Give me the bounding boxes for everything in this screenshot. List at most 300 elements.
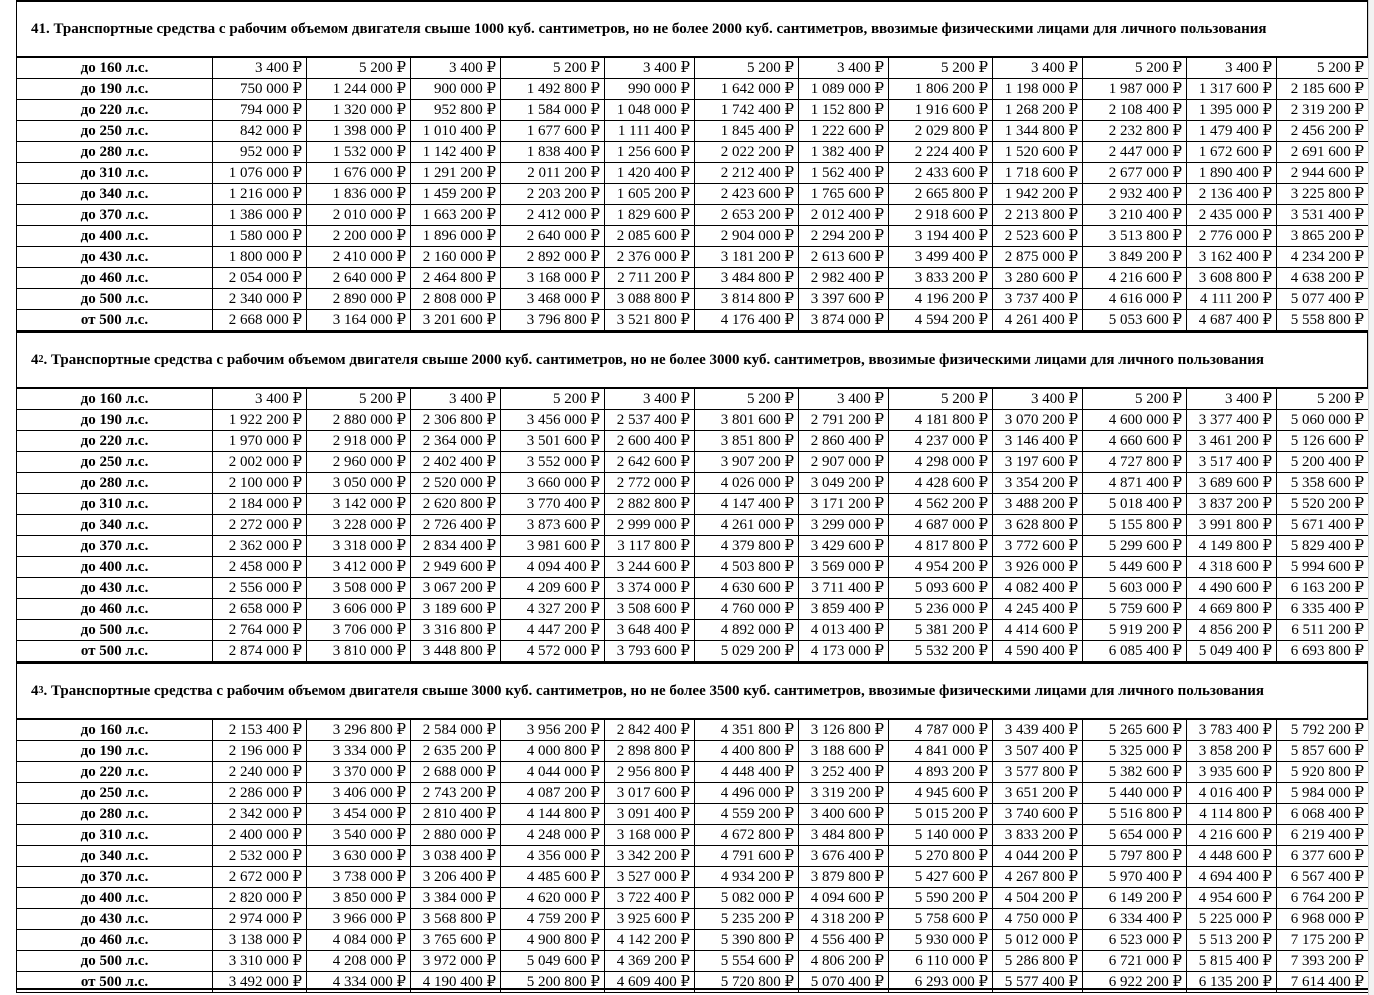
price-cell[interactable]: 4 945 600 ₽ xyxy=(889,783,993,804)
price-cell[interactable]: 1 089 000 ₽ xyxy=(799,79,889,100)
price-cell[interactable]: 3 740 600 ₽ xyxy=(993,804,1083,825)
price-cell[interactable]: 5 200 ₽ xyxy=(1277,389,1369,410)
price-cell[interactable]: 2 022 200 ₽ xyxy=(695,142,799,163)
price-cell[interactable]: 4 727 800 ₽ xyxy=(1083,452,1187,473)
price-cell[interactable]: 2 108 400 ₽ xyxy=(1083,100,1187,121)
price-cell[interactable]: 1 222 600 ₽ xyxy=(799,121,889,142)
price-cell[interactable]: 3 879 800 ₽ xyxy=(799,867,889,888)
price-cell[interactable]: 5 155 800 ₽ xyxy=(1083,515,1187,536)
power-range-label[interactable]: до 220 л.с. xyxy=(17,431,213,452)
power-range-label[interactable]: до 500 л.с. xyxy=(17,620,213,641)
price-cell[interactable]: 2 640 000 ₽ xyxy=(501,226,605,247)
price-cell[interactable]: 7 614 400 ₽ xyxy=(1277,972,1369,993)
price-cell[interactable]: 3 569 000 ₽ xyxy=(799,557,889,578)
price-cell[interactable]: 3 689 600 ₽ xyxy=(1187,473,1277,494)
price-cell[interactable]: 4 669 800 ₽ xyxy=(1187,599,1277,620)
price-cell[interactable]: 3 206 400 ₽ xyxy=(411,867,501,888)
power-range-label[interactable]: до 190 л.с. xyxy=(17,79,213,100)
price-cell[interactable]: 3 194 400 ₽ xyxy=(889,226,993,247)
price-cell[interactable]: 6 377 600 ₽ xyxy=(1277,846,1369,867)
price-cell[interactable]: 3 049 200 ₽ xyxy=(799,473,889,494)
price-cell[interactable]: 3 400 ₽ xyxy=(605,389,695,410)
price-cell[interactable]: 2 400 000 ₽ xyxy=(213,825,307,846)
price-cell[interactable]: 3 926 000 ₽ xyxy=(993,557,1083,578)
power-range-label[interactable]: до 430 л.с. xyxy=(17,909,213,930)
price-cell[interactable]: 5 200 ₽ xyxy=(889,58,993,79)
price-cell[interactable]: 2 410 000 ₽ xyxy=(307,247,411,268)
price-cell[interactable]: 1 676 000 ₽ xyxy=(307,163,411,184)
price-cell[interactable]: 5 200 ₽ xyxy=(889,389,993,410)
price-cell[interactable]: 5 049 600 ₽ xyxy=(501,951,605,972)
price-cell[interactable]: 3 849 200 ₽ xyxy=(1083,247,1187,268)
price-cell[interactable]: 1 048 000 ₽ xyxy=(605,100,695,121)
price-cell[interactable]: 5 053 600 ₽ xyxy=(1083,310,1187,331)
price-cell[interactable]: 3 400 ₽ xyxy=(213,389,307,410)
price-cell[interactable]: 3 850 000 ₽ xyxy=(307,888,411,909)
price-cell[interactable]: 2 456 200 ₽ xyxy=(1277,121,1369,142)
price-cell[interactable]: 2 882 800 ₽ xyxy=(605,494,695,515)
price-cell[interactable]: 4 934 200 ₽ xyxy=(695,867,799,888)
price-cell[interactable]: 2 808 000 ₽ xyxy=(411,289,501,310)
price-cell[interactable]: 2 960 000 ₽ xyxy=(307,452,411,473)
price-cell[interactable]: 3 517 400 ₽ xyxy=(1187,452,1277,473)
price-cell[interactable]: 1 320 000 ₽ xyxy=(307,100,411,121)
price-cell[interactable]: 3 188 600 ₽ xyxy=(799,741,889,762)
price-cell[interactable]: 3 484 800 ₽ xyxy=(799,825,889,846)
price-cell[interactable]: 1 890 400 ₽ xyxy=(1187,163,1277,184)
price-cell[interactable]: 2 834 400 ₽ xyxy=(411,536,501,557)
price-cell[interactable]: 1 916 600 ₽ xyxy=(889,100,993,121)
power-range-label[interactable]: до 370 л.с. xyxy=(17,205,213,226)
power-range-label[interactable]: до 370 л.с. xyxy=(17,867,213,888)
price-cell[interactable]: 2 153 400 ₽ xyxy=(213,720,307,741)
price-cell[interactable]: 2 002 000 ₽ xyxy=(213,452,307,473)
price-cell[interactable]: 4 428 600 ₽ xyxy=(889,473,993,494)
price-cell[interactable]: 4 149 800 ₽ xyxy=(1187,536,1277,557)
price-cell[interactable]: 842 000 ₽ xyxy=(213,121,307,142)
price-cell[interactable]: 3 966 000 ₽ xyxy=(307,909,411,930)
price-cell[interactable]: 4 000 800 ₽ xyxy=(501,741,605,762)
price-cell[interactable]: 952 000 ₽ xyxy=(213,142,307,163)
price-cell[interactable]: 3 833 200 ₽ xyxy=(889,268,993,289)
price-cell[interactable]: 4 318 600 ₽ xyxy=(1187,557,1277,578)
price-cell[interactable]: 2 184 000 ₽ xyxy=(213,494,307,515)
price-cell[interactable]: 3 568 800 ₽ xyxy=(411,909,501,930)
price-cell[interactable]: 5 200 ₽ xyxy=(501,58,605,79)
price-cell[interactable]: 2 691 600 ₽ xyxy=(1277,142,1369,163)
price-cell[interactable]: 4 496 000 ₽ xyxy=(695,783,799,804)
price-cell[interactable]: 6 219 400 ₽ xyxy=(1277,825,1369,846)
price-cell[interactable]: 4 562 200 ₽ xyxy=(889,494,993,515)
price-cell[interactable]: 3 722 400 ₽ xyxy=(605,888,695,909)
price-cell[interactable]: 5 994 600 ₽ xyxy=(1277,557,1369,578)
price-cell[interactable]: 2 874 000 ₽ xyxy=(213,641,307,662)
price-cell[interactable]: 1 942 200 ₽ xyxy=(993,184,1083,205)
price-cell[interactable]: 794 000 ₽ xyxy=(213,100,307,121)
price-cell[interactable]: 2 791 200 ₽ xyxy=(799,410,889,431)
price-cell[interactable]: 2 010 000 ₽ xyxy=(307,205,411,226)
price-cell[interactable]: 2 200 000 ₽ xyxy=(307,226,411,247)
price-cell[interactable]: 2 433 600 ₽ xyxy=(889,163,993,184)
price-cell[interactable]: 2 711 200 ₽ xyxy=(605,268,695,289)
price-cell[interactable]: 750 000 ₽ xyxy=(213,79,307,100)
price-cell[interactable]: 5 325 000 ₽ xyxy=(1083,741,1187,762)
price-cell[interactable]: 5 440 000 ₽ xyxy=(1083,783,1187,804)
price-cell[interactable]: 2 447 000 ₽ xyxy=(1083,142,1187,163)
price-cell[interactable]: 2 949 600 ₽ xyxy=(411,557,501,578)
price-cell[interactable]: 2 340 000 ₽ xyxy=(213,289,307,310)
power-range-label[interactable]: от 500 л.с. xyxy=(17,641,213,662)
power-range-label[interactable]: до 370 л.с. xyxy=(17,536,213,557)
price-cell[interactable]: 5 532 200 ₽ xyxy=(889,641,993,662)
price-cell[interactable]: 3 334 000 ₽ xyxy=(307,741,411,762)
price-cell[interactable]: 4 176 400 ₽ xyxy=(695,310,799,331)
price-cell[interactable]: 4 044 000 ₽ xyxy=(501,762,605,783)
price-cell[interactable]: 6 523 000 ₽ xyxy=(1083,930,1187,951)
price-cell[interactable]: 3 400 ₽ xyxy=(213,58,307,79)
price-cell[interactable]: 5 070 400 ₽ xyxy=(799,972,889,993)
price-cell[interactable]: 2 136 400 ₽ xyxy=(1187,184,1277,205)
price-cell[interactable]: 5 358 600 ₽ xyxy=(1277,473,1369,494)
price-cell[interactable]: 3 738 000 ₽ xyxy=(307,867,411,888)
price-cell[interactable]: 1 970 000 ₽ xyxy=(213,431,307,452)
price-cell[interactable]: 2 556 000 ₽ xyxy=(213,578,307,599)
price-cell[interactable]: 5 029 200 ₽ xyxy=(695,641,799,662)
price-cell[interactable]: 1 800 000 ₽ xyxy=(213,247,307,268)
price-cell[interactable]: 6 068 400 ₽ xyxy=(1277,804,1369,825)
price-cell[interactable]: 1 987 000 ₽ xyxy=(1083,79,1187,100)
price-cell[interactable]: 2 890 000 ₽ xyxy=(307,289,411,310)
price-cell[interactable]: 4 448 400 ₽ xyxy=(695,762,799,783)
price-cell[interactable]: 2 665 800 ₽ xyxy=(889,184,993,205)
price-cell[interactable]: 3 168 000 ₽ xyxy=(605,825,695,846)
price-cell[interactable]: 2 160 000 ₽ xyxy=(411,247,501,268)
price-cell[interactable]: 5 427 600 ₽ xyxy=(889,867,993,888)
power-range-label[interactable]: до 160 л.с. xyxy=(17,720,213,741)
price-cell[interactable]: 2 600 400 ₽ xyxy=(605,431,695,452)
price-cell[interactable]: 4 013 400 ₽ xyxy=(799,620,889,641)
price-cell[interactable]: 4 016 400 ₽ xyxy=(1187,783,1277,804)
price-cell[interactable]: 4 094 400 ₽ xyxy=(501,557,605,578)
price-cell[interactable]: 5 590 200 ₽ xyxy=(889,888,993,909)
price-cell[interactable]: 5 815 400 ₽ xyxy=(1187,951,1277,972)
price-cell[interactable]: 2 232 800 ₽ xyxy=(1083,121,1187,142)
price-cell[interactable]: 3 400 ₽ xyxy=(799,58,889,79)
price-cell[interactable]: 3 501 600 ₽ xyxy=(501,431,605,452)
price-cell[interactable]: 5 200 ₽ xyxy=(695,389,799,410)
price-cell[interactable]: 3 225 800 ₽ xyxy=(1277,184,1369,205)
price-cell[interactable]: 2 880 000 ₽ xyxy=(307,410,411,431)
power-range-label[interactable]: до 460 л.с. xyxy=(17,599,213,620)
price-cell[interactable]: 4 672 800 ₽ xyxy=(695,825,799,846)
price-cell[interactable]: 3 628 800 ₽ xyxy=(993,515,1083,536)
price-cell[interactable]: 3 660 000 ₽ xyxy=(501,473,605,494)
price-cell[interactable]: 4 694 400 ₽ xyxy=(1187,867,1277,888)
price-cell[interactable]: 5 930 000 ₽ xyxy=(889,930,993,951)
price-cell[interactable]: 4 572 000 ₽ xyxy=(501,641,605,662)
price-cell[interactable]: 4 181 800 ₽ xyxy=(889,410,993,431)
power-range-label[interactable]: до 460 л.с. xyxy=(17,930,213,951)
price-cell[interactable]: 3 342 200 ₽ xyxy=(605,846,695,867)
price-cell[interactable]: 6 567 400 ₽ xyxy=(1277,867,1369,888)
price-cell[interactable]: 4 196 200 ₽ xyxy=(889,289,993,310)
price-cell[interactable]: 3 201 600 ₽ xyxy=(411,310,501,331)
price-cell[interactable]: 4 448 600 ₽ xyxy=(1187,846,1277,867)
price-cell[interactable]: 3 630 000 ₽ xyxy=(307,846,411,867)
price-cell[interactable]: 4 327 200 ₽ xyxy=(501,599,605,620)
price-cell[interactable]: 2 029 800 ₽ xyxy=(889,121,993,142)
price-cell[interactable]: 2 677 000 ₽ xyxy=(1083,163,1187,184)
price-cell[interactable]: 2 956 800 ₽ xyxy=(605,762,695,783)
price-cell[interactable]: 3 706 000 ₽ xyxy=(307,620,411,641)
price-cell[interactable]: 3 796 800 ₽ xyxy=(501,310,605,331)
price-cell[interactable]: 3 088 800 ₽ xyxy=(605,289,695,310)
price-cell[interactable]: 5 015 200 ₽ xyxy=(889,804,993,825)
price-cell[interactable]: 3 793 600 ₽ xyxy=(605,641,695,662)
price-cell[interactable]: 2 520 000 ₽ xyxy=(411,473,501,494)
price-cell[interactable]: 1 922 200 ₽ xyxy=(213,410,307,431)
power-range-label[interactable]: до 280 л.с. xyxy=(17,473,213,494)
price-cell[interactable]: 4 114 800 ₽ xyxy=(1187,804,1277,825)
price-cell[interactable]: 3 384 000 ₽ xyxy=(411,888,501,909)
price-cell[interactable]: 4 447 200 ₽ xyxy=(501,620,605,641)
price-cell[interactable]: 2 860 400 ₽ xyxy=(799,431,889,452)
power-range-label[interactable]: до 340 л.с. xyxy=(17,184,213,205)
price-cell[interactable]: 5 449 600 ₽ xyxy=(1083,557,1187,578)
price-cell[interactable]: 5 140 000 ₽ xyxy=(889,825,993,846)
price-cell[interactable]: 4 216 600 ₽ xyxy=(1187,825,1277,846)
price-cell[interactable]: 3 400 ₽ xyxy=(411,58,501,79)
power-range-label[interactable]: до 500 л.с. xyxy=(17,289,213,310)
power-range-label[interactable]: до 430 л.с. xyxy=(17,247,213,268)
price-cell[interactable]: 4 245 400 ₽ xyxy=(993,599,1083,620)
price-cell[interactable]: 3 228 000 ₽ xyxy=(307,515,411,536)
price-cell[interactable]: 5 920 800 ₽ xyxy=(1277,762,1369,783)
price-cell[interactable]: 3 765 600 ₽ xyxy=(411,930,501,951)
price-cell[interactable]: 1 836 000 ₽ xyxy=(307,184,411,205)
price-cell[interactable]: 4 298 000 ₽ xyxy=(889,452,993,473)
price-cell[interactable]: 2 640 000 ₽ xyxy=(307,268,411,289)
price-cell[interactable]: 4 556 400 ₽ xyxy=(799,930,889,951)
price-cell[interactable]: 2 402 400 ₽ xyxy=(411,452,501,473)
price-cell[interactable]: 1 386 000 ₽ xyxy=(213,205,307,226)
price-cell[interactable]: 1 398 000 ₽ xyxy=(307,121,411,142)
price-cell[interactable]: 3 354 200 ₽ xyxy=(993,473,1083,494)
price-cell[interactable]: 3 461 200 ₽ xyxy=(1187,431,1277,452)
price-cell[interactable]: 2 458 000 ₽ xyxy=(213,557,307,578)
price-cell[interactable]: 4 687 000 ₽ xyxy=(889,515,993,536)
price-cell[interactable]: 3 318 000 ₽ xyxy=(307,536,411,557)
price-cell[interactable]: 3 319 200 ₽ xyxy=(799,783,889,804)
price-cell[interactable]: 4 954 600 ₽ xyxy=(1187,888,1277,909)
price-cell[interactable]: 5 720 800 ₽ xyxy=(695,972,799,993)
price-cell[interactable]: 3 531 400 ₽ xyxy=(1277,205,1369,226)
power-range-label[interactable]: до 340 л.с. xyxy=(17,846,213,867)
price-cell[interactable]: 3 252 400 ₽ xyxy=(799,762,889,783)
price-cell[interactable]: 5 513 200 ₽ xyxy=(1187,930,1277,951)
price-cell[interactable]: 4 087 200 ₽ xyxy=(501,783,605,804)
price-cell[interactable]: 4 841 000 ₽ xyxy=(889,741,993,762)
price-cell[interactable]: 3 017 600 ₽ xyxy=(605,783,695,804)
price-cell[interactable]: 3 162 400 ₽ xyxy=(1187,247,1277,268)
price-cell[interactable]: 5 200 ₽ xyxy=(1277,58,1369,79)
price-cell[interactable]: 2 213 800 ₽ xyxy=(993,205,1083,226)
price-cell[interactable]: 6 693 800 ₽ xyxy=(1277,641,1369,662)
price-cell[interactable]: 4 248 000 ₽ xyxy=(501,825,605,846)
price-cell[interactable]: 5 012 000 ₽ xyxy=(993,930,1083,951)
price-cell[interactable]: 6 163 200 ₽ xyxy=(1277,578,1369,599)
price-cell[interactable]: 2 584 000 ₽ xyxy=(411,720,501,741)
price-cell[interactable]: 3 873 600 ₽ xyxy=(501,515,605,536)
price-cell[interactable]: 3 070 200 ₽ xyxy=(993,410,1083,431)
price-cell[interactable]: 1 142 400 ₽ xyxy=(411,142,501,163)
price-cell[interactable]: 1 584 000 ₽ xyxy=(501,100,605,121)
price-cell[interactable]: 2 743 200 ₽ xyxy=(411,783,501,804)
price-cell[interactable]: 2 944 600 ₽ xyxy=(1277,163,1369,184)
price-cell[interactable]: 4 616 000 ₽ xyxy=(1083,289,1187,310)
price-cell[interactable]: 3 521 800 ₽ xyxy=(605,310,695,331)
price-cell[interactable]: 3 810 000 ₽ xyxy=(307,641,411,662)
price-cell[interactable]: 5 200 ₽ xyxy=(501,389,605,410)
price-cell[interactable]: 4 660 600 ₽ xyxy=(1083,431,1187,452)
price-cell[interactable]: 2 999 000 ₽ xyxy=(605,515,695,536)
price-cell[interactable]: 3 164 000 ₽ xyxy=(307,310,411,331)
price-cell[interactable]: 5 270 800 ₽ xyxy=(889,846,993,867)
price-cell[interactable]: 5 235 200 ₽ xyxy=(695,909,799,930)
price-cell[interactable]: 2 875 000 ₽ xyxy=(993,247,1083,268)
price-cell[interactable]: 5 558 800 ₽ xyxy=(1277,310,1369,331)
price-cell[interactable]: 4 147 400 ₽ xyxy=(695,494,799,515)
price-cell[interactable]: 4 190 400 ₽ xyxy=(411,972,501,993)
price-cell[interactable]: 6 334 400 ₽ xyxy=(1083,909,1187,930)
price-cell[interactable]: 3 527 000 ₽ xyxy=(605,867,695,888)
price-cell[interactable]: 5 797 800 ₽ xyxy=(1083,846,1187,867)
price-cell[interactable]: 1 532 000 ₽ xyxy=(307,142,411,163)
price-cell[interactable]: 4 111 200 ₽ xyxy=(1187,289,1277,310)
price-cell[interactable]: 3 711 400 ₽ xyxy=(799,578,889,599)
price-cell[interactable]: 4 261 400 ₽ xyxy=(993,310,1083,331)
power-range-label[interactable]: до 400 л.с. xyxy=(17,888,213,909)
power-range-label[interactable]: до 310 л.с. xyxy=(17,163,213,184)
price-cell[interactable]: 3 406 000 ₽ xyxy=(307,783,411,804)
price-cell[interactable]: 3 468 000 ₽ xyxy=(501,289,605,310)
price-cell[interactable]: 3 168 000 ₽ xyxy=(501,268,605,289)
price-cell[interactable]: 6 135 200 ₽ xyxy=(1187,972,1277,993)
price-cell[interactable]: 2 918 000 ₽ xyxy=(307,431,411,452)
price-cell[interactable]: 4 787 000 ₽ xyxy=(889,720,993,741)
price-cell[interactable]: 3 956 200 ₽ xyxy=(501,720,605,741)
power-range-label[interactable]: от 500 л.с. xyxy=(17,310,213,331)
price-cell[interactable]: 4 892 000 ₽ xyxy=(695,620,799,641)
price-cell[interactable]: 2 464 800 ₽ xyxy=(411,268,501,289)
price-cell[interactable]: 3 400 ₽ xyxy=(1187,389,1277,410)
price-cell[interactable]: 3 801 600 ₽ xyxy=(695,410,799,431)
price-cell[interactable]: 3 651 200 ₽ xyxy=(993,783,1083,804)
power-range-label[interactable]: до 250 л.с. xyxy=(17,121,213,142)
price-cell[interactable]: 5 390 800 ₽ xyxy=(695,930,799,951)
price-cell[interactable]: 7 393 200 ₽ xyxy=(1277,951,1369,972)
price-cell[interactable]: 2 672 000 ₽ xyxy=(213,867,307,888)
price-cell[interactable]: 5 236 000 ₽ xyxy=(889,599,993,620)
price-cell[interactable]: 5 970 400 ₽ xyxy=(1083,867,1187,888)
price-cell[interactable]: 4 638 200 ₽ xyxy=(1277,268,1369,289)
power-range-label[interactable]: до 250 л.с. xyxy=(17,452,213,473)
price-cell[interactable]: 3 067 200 ₽ xyxy=(411,578,501,599)
price-cell[interactable]: 1 459 200 ₽ xyxy=(411,184,501,205)
price-cell[interactable]: 3 146 400 ₽ xyxy=(993,431,1083,452)
price-cell[interactable]: 5 520 200 ₽ xyxy=(1277,494,1369,515)
price-cell[interactable]: 6 721 000 ₽ xyxy=(1083,951,1187,972)
price-cell[interactable]: 3 540 000 ₽ xyxy=(307,825,411,846)
price-cell[interactable]: 4 094 600 ₽ xyxy=(799,888,889,909)
price-cell[interactable]: 2 012 400 ₽ xyxy=(799,205,889,226)
price-cell[interactable]: 5 654 000 ₽ xyxy=(1083,825,1187,846)
price-cell[interactable]: 1 896 000 ₽ xyxy=(411,226,501,247)
price-cell[interactable]: 4 318 200 ₽ xyxy=(799,909,889,930)
price-cell[interactable]: 1 198 000 ₽ xyxy=(993,79,1083,100)
price-cell[interactable]: 3 412 000 ₽ xyxy=(307,557,411,578)
price-cell[interactable]: 6 149 200 ₽ xyxy=(1083,888,1187,909)
price-cell[interactable]: 3 400 ₽ xyxy=(605,58,695,79)
price-cell[interactable]: 1 742 400 ₽ xyxy=(695,100,799,121)
price-cell[interactable]: 2 880 000 ₽ xyxy=(411,825,501,846)
price-cell[interactable]: 4 504 200 ₽ xyxy=(993,888,1083,909)
price-cell[interactable]: 3 499 400 ₽ xyxy=(889,247,993,268)
price-cell[interactable]: 4 856 200 ₽ xyxy=(1187,620,1277,641)
price-cell[interactable]: 4 893 200 ₽ xyxy=(889,762,993,783)
price-cell[interactable]: 3 456 000 ₽ xyxy=(501,410,605,431)
power-range-label[interactable]: до 460 л.с. xyxy=(17,268,213,289)
price-cell[interactable]: 3 189 600 ₽ xyxy=(411,599,501,620)
price-cell[interactable]: 2 668 000 ₽ xyxy=(213,310,307,331)
price-cell[interactable]: 5 792 200 ₽ xyxy=(1277,720,1369,741)
price-cell[interactable]: 6 293 000 ₽ xyxy=(889,972,993,993)
price-cell[interactable]: 3 448 800 ₽ xyxy=(411,641,501,662)
price-cell[interactable]: 3 837 200 ₽ xyxy=(1187,494,1277,515)
price-cell[interactable]: 4 750 000 ₽ xyxy=(993,909,1083,930)
power-range-label[interactable]: до 280 л.с. xyxy=(17,804,213,825)
price-cell[interactable]: 3 400 ₽ xyxy=(799,389,889,410)
price-cell[interactable]: 3 608 800 ₽ xyxy=(1187,268,1277,289)
price-cell[interactable]: 2 185 600 ₽ xyxy=(1277,79,1369,100)
power-range-label[interactable]: до 310 л.с. xyxy=(17,825,213,846)
price-cell[interactable]: 2 688 000 ₽ xyxy=(411,762,501,783)
price-cell[interactable]: 1 718 600 ₽ xyxy=(993,163,1083,184)
price-cell[interactable]: 4 559 200 ₽ xyxy=(695,804,799,825)
price-cell[interactable]: 5 516 800 ₽ xyxy=(1083,804,1187,825)
price-cell[interactable]: 4 209 600 ₽ xyxy=(501,578,605,599)
price-cell[interactable]: 3 907 200 ₽ xyxy=(695,452,799,473)
price-cell[interactable]: 2 100 000 ₽ xyxy=(213,473,307,494)
price-cell[interactable]: 2 932 400 ₽ xyxy=(1083,184,1187,205)
price-cell[interactable]: 2 224 400 ₽ xyxy=(889,142,993,163)
price-cell[interactable]: 2 212 400 ₽ xyxy=(695,163,799,184)
price-cell[interactable]: 5 018 400 ₽ xyxy=(1083,494,1187,515)
price-cell[interactable]: 5 381 200 ₽ xyxy=(889,620,993,641)
price-cell[interactable]: 3 606 000 ₽ xyxy=(307,599,411,620)
price-cell[interactable]: 1 256 600 ₽ xyxy=(605,142,695,163)
price-cell[interactable]: 3 513 800 ₽ xyxy=(1083,226,1187,247)
price-cell[interactable]: 2 898 800 ₽ xyxy=(605,741,695,762)
price-cell[interactable]: 3 770 400 ₽ xyxy=(501,494,605,515)
price-cell[interactable]: 5 299 600 ₽ xyxy=(1083,536,1187,557)
price-cell[interactable]: 3 117 800 ₽ xyxy=(605,536,695,557)
price-cell[interactable]: 3 181 200 ₽ xyxy=(695,247,799,268)
price-cell[interactable]: 3 925 600 ₽ xyxy=(605,909,695,930)
price-cell[interactable]: 2 435 000 ₽ xyxy=(1187,205,1277,226)
price-cell[interactable]: 2 423 600 ₽ xyxy=(695,184,799,205)
price-cell[interactable]: 4 026 000 ₽ xyxy=(695,473,799,494)
